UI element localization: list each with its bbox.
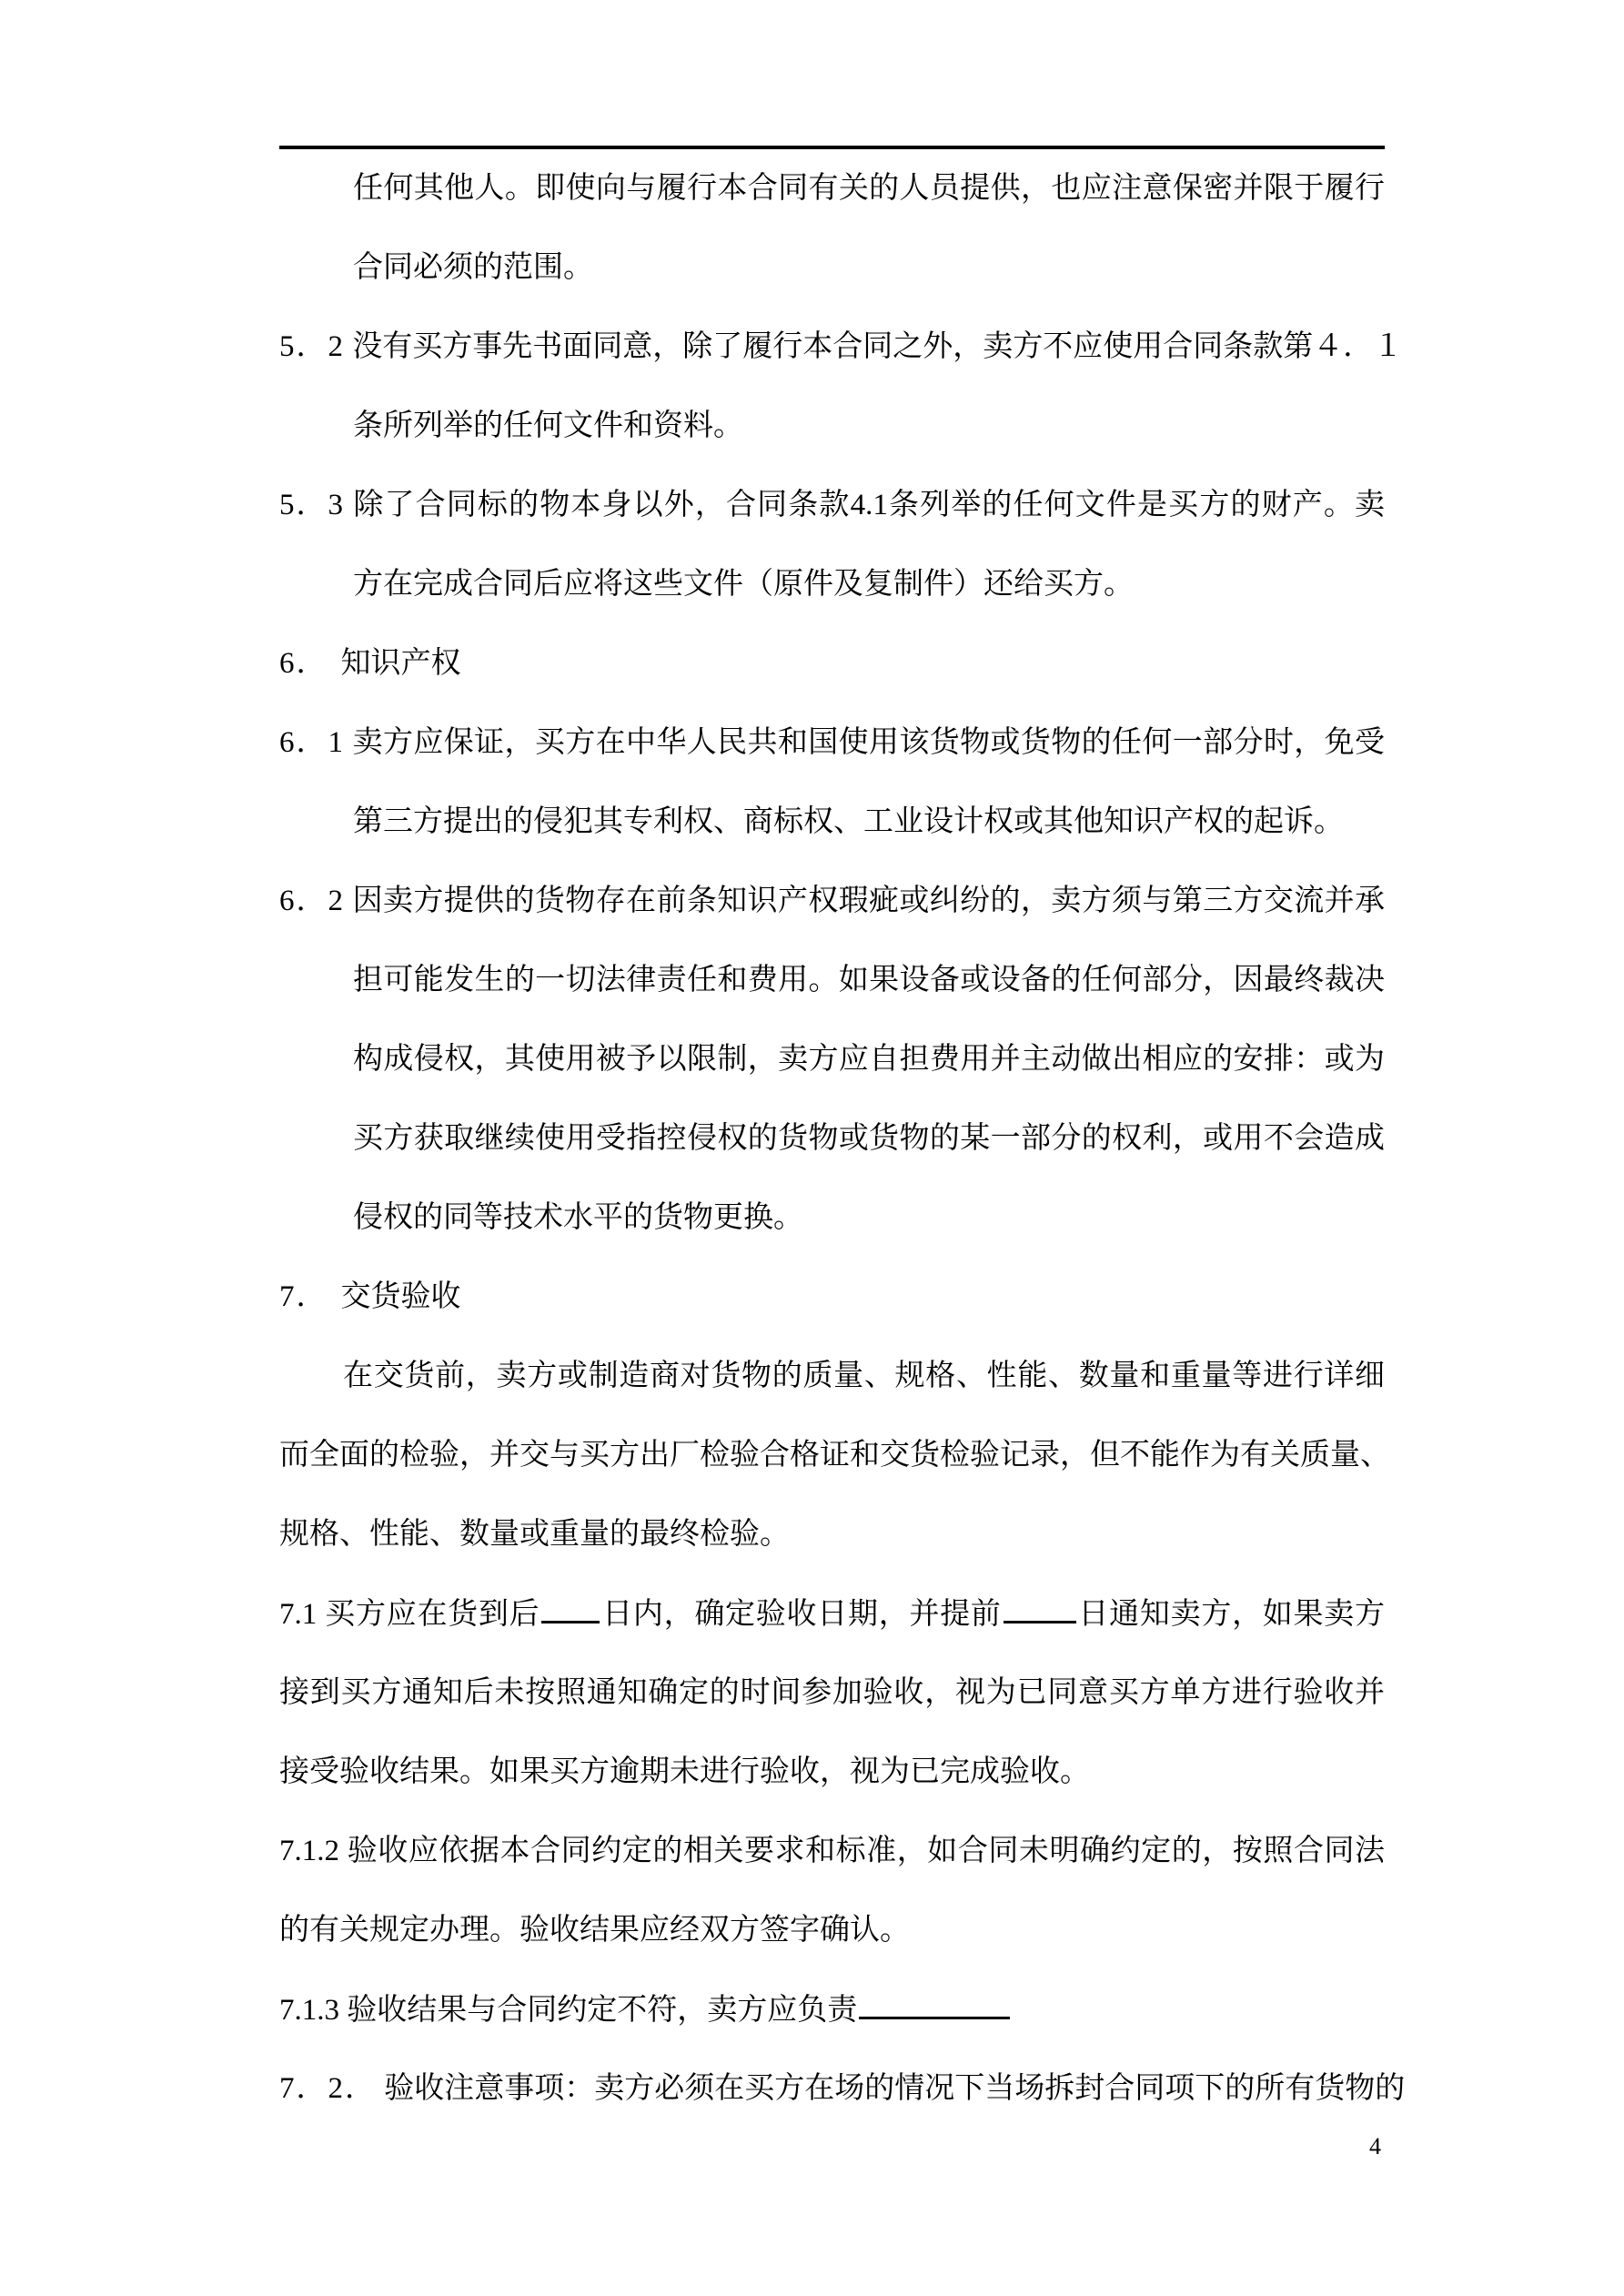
clause-7-1-3-line-1 [279, 1989, 1385, 2029]
clause-7-1-line-1 [279, 1593, 1385, 1633]
clause-6-2-line-3: 构成侵权，其使用被予以限制，卖方应自担费用并主动做出相应的安排：或为 [353, 1043, 1385, 1076]
fill-in-blank-days-advance-notice[interactable] [1004, 1593, 1076, 1623]
clause-number: 5．2 [279, 330, 345, 363]
section-title: 知识产权 [340, 647, 461, 680]
page-number: 4 [1369, 2133, 1381, 2159]
clause-text: 没有买方事先书面同意，除了履行本合同之外，卖方不应使用合同条款第４．１ [352, 330, 1404, 363]
section-title: 交货验收 [340, 1280, 461, 1313]
section-6-heading [279, 643, 1385, 683]
clause-7-1-2-line-2: 的有关规定办理。验收结果应经双方签字确认。 [279, 1914, 910, 1947]
clause-5-3-line-2: 方在完成合同后应将这些文件（原件及复制件）还给买方。 [353, 568, 1134, 601]
clause-7-2-line-1 [279, 2068, 1406, 2109]
section-number: 6． [279, 647, 328, 680]
section-number: 7． [279, 1280, 328, 1313]
clause-text: 卖方应保证，买方在中华人民共和国使用该货物或货物的任何一部分时，免受 [352, 726, 1385, 759]
clause-5-1-continuation-line-2: 合同必须的范围。 [353, 251, 593, 284]
clause-6-2-line-1 [279, 881, 1385, 921]
clause-number: 6．1 [279, 726, 345, 759]
clause-5-2-line-1 [279, 327, 1404, 367]
clause-text: 因卖方提供的货物存在前条知识产权瑕疵或纠纷的，卖方须与第三方交流并承 [352, 885, 1385, 917]
clause-6-2-line-2: 担可能发生的一切法律责任和费用。如果设备或设备的任何部分，因最终裁决 [353, 964, 1385, 996]
clause-5-3-line-1 [279, 485, 1385, 525]
section-7-paragraph-line-2: 而全面的检验，并交与买方出厂检验合格证和交货检验记录，但不能作为有关质量、 [279, 1439, 1390, 1472]
clause-6-2-line-4: 买方获取继续使用受指控侵权的货物或货物的某一部分的权利，或用不会造成 [353, 1122, 1385, 1155]
header-rule [279, 146, 1385, 149]
clause-text: 7.1 买方应在货到后 [279, 1598, 540, 1631]
clause-number: 6．2 [279, 885, 345, 917]
fill-in-blank-days-after-arrival[interactable] [541, 1593, 600, 1623]
fill-in-blank-seller-responsibility[interactable] [859, 1989, 1010, 2019]
clause-text: 日内，确定验收日期，并提前 [601, 1598, 1002, 1631]
clause-7-1-2-line-1: 7.1.2 验收应依据本合同约定的相关要求和标准，如合同未明确约定的，按照合同法 [279, 1835, 1385, 1867]
clause-6-1-line-1 [279, 723, 1385, 763]
section-7-paragraph-line-3: 规格、性能、数量或重量的最终检验。 [279, 1518, 790, 1551]
clause-number: 7．2． [279, 2072, 377, 2105]
clause-text: 7.1.3 验收结果与合同约定不符，卖方应负责 [279, 1994, 858, 2027]
clause-text: 日通知卖方，如果卖方 [1077, 1598, 1385, 1631]
clause-5-2-line-2: 条所列举的任何文件和资料。 [353, 410, 743, 442]
clause-7-1-line-3: 接受验收结果。如果买方逾期未进行验收，视为已完成验收。 [279, 1755, 1090, 1788]
clause-text: 除了合同标的物本身以外，合同条款4.1条列举的任何文件是买方的财产。卖 [353, 489, 1386, 521]
clause-6-2-line-5: 侵权的同等技术水平的货物更换。 [353, 1201, 803, 1234]
section-7-heading [279, 1277, 1385, 1317]
clause-text: 验收注意事项：卖方必须在买方在场的情况下当场拆封合同项下的所有货物的 [384, 2072, 1406, 2105]
clause-7-1-line-2: 接到买方通知后未按照通知确定的时间参加验收，视为已同意买方单方进行验收并 [279, 1676, 1385, 1709]
clause-5-1-continuation-line-1: 任何其他人。即使向与履行本合同有关的人员提供，也应注意保密并限于履行 [353, 172, 1385, 205]
section-7-paragraph-line-1: 在交货前，卖方或制造商对货物的质量、规格、性能、数量和重量等进行详细 [343, 1360, 1385, 1392]
clause-number: 5．3 [279, 489, 345, 521]
clause-6-1-line-2: 第三方提出的侵犯其专利权、商标权、工业设计权或其他知识产权的起诉。 [353, 805, 1344, 838]
